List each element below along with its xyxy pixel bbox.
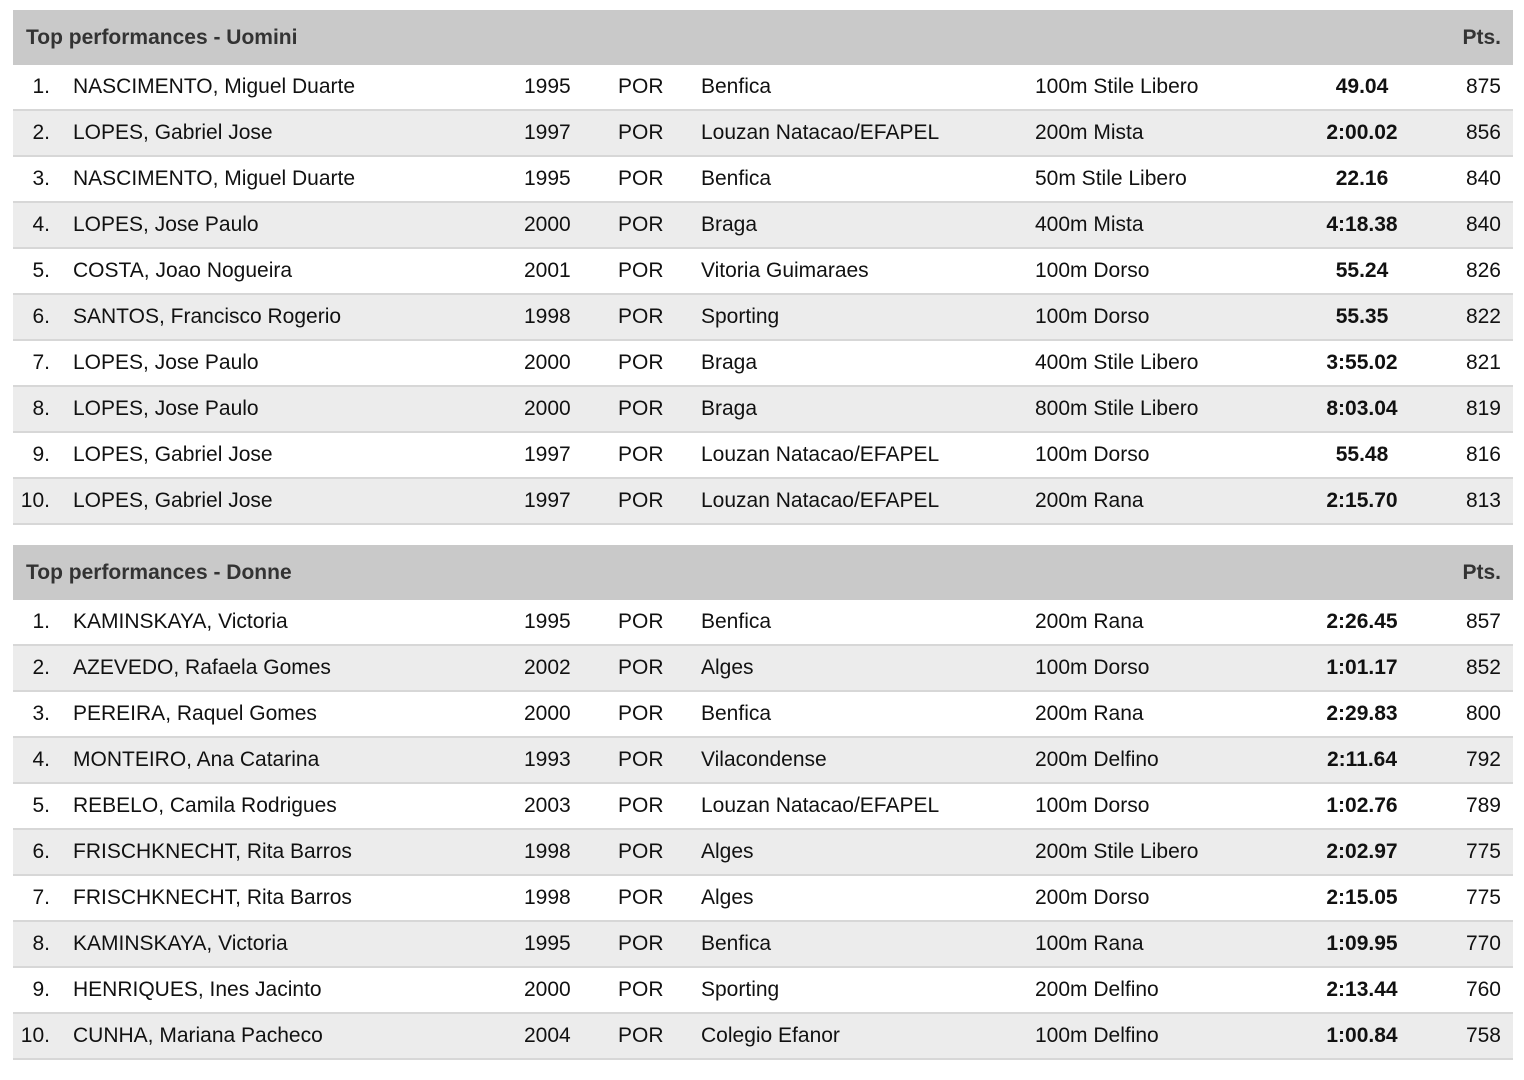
event-cell: 200m Rana <box>1035 702 1144 725</box>
top-performances-page <box>13 10 1513 1080</box>
birth-year-cell: 2000 <box>524 702 571 725</box>
performance-row <box>13 65 1513 111</box>
rank-cell: 8. <box>32 397 50 420</box>
event-cell: 200m Delfino <box>1035 978 1159 1001</box>
event-cell: 100m Dorso <box>1035 794 1150 817</box>
time-cell: 2:11.64 <box>1326 748 1398 771</box>
time-cell: 1:00.84 <box>1326 1024 1398 1047</box>
athlete-name-cell: FRISCHKNECHT, Rita Barros <box>73 840 352 863</box>
athlete-name-cell: LOPES, Jose Paulo <box>73 351 259 374</box>
birth-year-cell: 1995 <box>524 75 571 98</box>
points-cell: 789 <box>1465 794 1501 817</box>
event-cell: 100m Dorso <box>1035 305 1150 328</box>
club-cell: Benfica <box>701 702 772 725</box>
athlete-name-cell: NASCIMENTO, Miguel Duarte <box>73 167 356 190</box>
rank-cell: 7. <box>32 351 50 374</box>
nation-cell: POR <box>618 121 664 144</box>
club-cell: Colegio Efanor <box>701 1024 840 1047</box>
event-cell: 400m Mista <box>1035 213 1144 236</box>
event-cell: 200m Stile Libero <box>1035 840 1199 863</box>
performance-row <box>13 600 1513 646</box>
athlete-name-cell: LOPES, Jose Paulo <box>73 397 259 420</box>
time-cell: 1:09.95 <box>1326 932 1398 955</box>
performance-row <box>13 784 1513 830</box>
men-top-performances-section <box>13 10 1513 525</box>
nation-cell: POR <box>618 351 664 374</box>
men-section-header <box>13 10 1513 65</box>
performance-row <box>13 646 1513 692</box>
women-section-title: Top performances - Donne <box>26 560 292 584</box>
time-cell: 55.35 <box>1335 305 1389 328</box>
club-cell: Louzan Natacao/EFAPEL <box>701 121 940 144</box>
event-cell: 100m Dorso <box>1035 656 1150 679</box>
birth-year-cell: 1997 <box>524 121 571 144</box>
birth-year-cell: 1995 <box>524 167 571 190</box>
nation-cell: POR <box>618 75 664 98</box>
time-cell: 1:02.76 <box>1326 794 1398 817</box>
rank-cell: 2. <box>32 121 50 144</box>
points-cell: 840 <box>1465 167 1501 190</box>
nation-cell: POR <box>618 748 664 771</box>
performance-row <box>13 479 1513 525</box>
nation-cell: POR <box>618 1024 664 1047</box>
club-cell: Vitoria Guimaraes <box>701 259 869 282</box>
men-performance-table <box>13 65 1513 525</box>
performance-row <box>13 203 1513 249</box>
time-cell: 55.48 <box>1335 443 1389 466</box>
performance-row <box>13 433 1513 479</box>
women-points-header: Pts. <box>1462 560 1501 584</box>
birth-year-cell: 1998 <box>524 840 571 863</box>
athlete-name-cell: SANTOS, Francisco Rogerio <box>73 305 342 328</box>
rank-cell: 3. <box>32 702 50 725</box>
club-cell: Sporting <box>701 978 780 1001</box>
points-cell: 857 <box>1465 610 1501 633</box>
birth-year-cell: 2000 <box>524 397 571 420</box>
points-cell: 819 <box>1465 397 1501 420</box>
birth-year-cell: 1995 <box>524 932 571 955</box>
nation-cell: POR <box>618 978 664 1001</box>
women-performance-table <box>13 600 1513 1060</box>
performance-row <box>13 876 1513 922</box>
time-cell: 2:00.02 <box>1326 121 1398 144</box>
birth-year-cell: 1997 <box>524 489 571 512</box>
points-cell: 822 <box>1465 305 1501 328</box>
points-cell: 760 <box>1465 978 1501 1001</box>
athlete-name-cell: NASCIMENTO, Miguel Duarte <box>73 75 356 98</box>
rank-cell: 9. <box>32 443 50 466</box>
performance-row <box>13 1014 1513 1060</box>
club-cell: Vilacondense <box>701 748 827 771</box>
birth-year-cell: 2002 <box>524 656 571 679</box>
men-section-title: Top performances - Uomini <box>26 25 298 49</box>
event-cell: 200m Rana <box>1035 489 1144 512</box>
nation-cell: POR <box>618 702 664 725</box>
time-cell: 2:26.45 <box>1326 610 1398 633</box>
event-cell: 200m Mista <box>1035 121 1144 144</box>
club-cell: Benfica <box>701 932 772 955</box>
athlete-name-cell: KAMINSKAYA, Victoria <box>73 932 288 955</box>
rank-cell: 10. <box>20 1024 50 1047</box>
event-cell: 100m Dorso <box>1035 259 1150 282</box>
event-cell: 100m Dorso <box>1035 443 1150 466</box>
athlete-name-cell: COSTA, Joao Nogueira <box>73 259 293 282</box>
points-cell: 816 <box>1465 443 1501 466</box>
performance-row <box>13 387 1513 433</box>
performance-row <box>13 830 1513 876</box>
birth-year-cell: 2000 <box>524 978 571 1001</box>
points-cell: 856 <box>1465 121 1501 144</box>
time-cell: 2:13.44 <box>1326 978 1398 1001</box>
rank-cell: 7. <box>32 886 50 909</box>
nation-cell: POR <box>618 167 664 190</box>
club-cell: Alges <box>701 840 754 863</box>
points-cell: 792 <box>1465 748 1501 771</box>
rank-cell: 6. <box>32 305 50 328</box>
rank-cell: 4. <box>32 748 50 771</box>
nation-cell: POR <box>618 886 664 909</box>
event-cell: 800m Stile Libero <box>1035 397 1199 420</box>
nation-cell: POR <box>618 397 664 420</box>
athlete-name-cell: CUNHA, Mariana Pacheco <box>73 1024 323 1047</box>
performance-row <box>13 111 1513 157</box>
time-cell: 55.24 <box>1335 259 1389 282</box>
rank-cell: 10. <box>20 489 50 512</box>
club-cell: Benfica <box>701 167 772 190</box>
points-cell: 775 <box>1465 840 1501 863</box>
rank-cell: 9. <box>32 978 50 1001</box>
rank-cell: 1. <box>32 75 50 98</box>
athlete-name-cell: PEREIRA, Raquel Gomes <box>73 702 317 725</box>
performance-row <box>13 295 1513 341</box>
time-cell: 2:02.97 <box>1326 840 1398 863</box>
performance-row <box>13 738 1513 784</box>
nation-cell: POR <box>618 932 664 955</box>
points-cell: 770 <box>1465 932 1501 955</box>
athlete-name-cell: LOPES, Gabriel Jose <box>73 121 273 144</box>
nation-cell: POR <box>618 489 664 512</box>
birth-year-cell: 1998 <box>524 886 571 909</box>
birth-year-cell: 2004 <box>524 1024 571 1047</box>
club-cell: Louzan Natacao/EFAPEL <box>701 489 940 512</box>
nation-cell: POR <box>618 840 664 863</box>
athlete-name-cell: KAMINSKAYA, Victoria <box>73 610 288 633</box>
club-cell: Alges <box>701 886 754 909</box>
nation-cell: POR <box>618 259 664 282</box>
nation-cell: POR <box>618 305 664 328</box>
points-cell: 821 <box>1465 351 1501 374</box>
rank-cell: 8. <box>32 932 50 955</box>
rank-cell: 6. <box>32 840 50 863</box>
time-cell: 8:03.04 <box>1326 397 1398 420</box>
performance-row <box>13 968 1513 1014</box>
nation-cell: POR <box>618 656 664 679</box>
birth-year-cell: 1997 <box>524 443 571 466</box>
points-cell: 775 <box>1465 886 1501 909</box>
time-cell: 3:55.02 <box>1326 351 1398 374</box>
performance-row <box>13 922 1513 968</box>
athlete-name-cell: LOPES, Jose Paulo <box>73 213 259 236</box>
points-cell: 852 <box>1465 656 1501 679</box>
nation-cell: POR <box>618 443 664 466</box>
points-cell: 840 <box>1465 213 1501 236</box>
event-cell: 400m Stile Libero <box>1035 351 1199 374</box>
birth-year-cell: 2000 <box>524 351 571 374</box>
club-cell: Louzan Natacao/EFAPEL <box>701 794 940 817</box>
birth-year-cell: 2000 <box>524 213 571 236</box>
athlete-name-cell: LOPES, Gabriel Jose <box>73 443 273 466</box>
event-cell: 100m Stile Libero <box>1035 75 1199 98</box>
rank-cell: 1. <box>32 610 50 633</box>
rank-cell: 3. <box>32 167 50 190</box>
birth-year-cell: 1995 <box>524 610 571 633</box>
performance-row <box>13 692 1513 738</box>
time-cell: 2:29.83 <box>1326 702 1398 725</box>
club-cell: Benfica <box>701 610 772 633</box>
points-cell: 813 <box>1465 489 1501 512</box>
event-cell: 200m Delfino <box>1035 748 1159 771</box>
event-cell: 100m Rana <box>1035 932 1144 955</box>
time-cell: 49.04 <box>1335 75 1389 98</box>
birth-year-cell: 2003 <box>524 794 571 817</box>
club-cell: Braga <box>701 213 758 236</box>
time-cell: 1:01.17 <box>1326 656 1398 679</box>
club-cell: Alges <box>701 656 754 679</box>
points-cell: 826 <box>1465 259 1501 282</box>
athlete-name-cell: HENRIQUES, Ines Jacinto <box>73 978 322 1001</box>
event-cell: 200m Dorso <box>1035 886 1150 909</box>
performance-row <box>13 341 1513 387</box>
athlete-name-cell: REBELO, Camila Rodrigues <box>73 794 337 817</box>
rank-cell: 2. <box>32 656 50 679</box>
birth-year-cell: 1998 <box>524 305 571 328</box>
athlete-name-cell: AZEVEDO, Rafaela Gomes <box>73 656 331 679</box>
birth-year-cell: 2001 <box>524 259 571 282</box>
men-points-header: Pts. <box>1462 25 1501 49</box>
athlete-name-cell: FRISCHKNECHT, Rita Barros <box>73 886 352 909</box>
time-cell: 4:18.38 <box>1326 213 1398 236</box>
club-cell: Sporting <box>701 305 780 328</box>
time-cell: 2:15.70 <box>1326 489 1398 512</box>
performance-row <box>13 249 1513 295</box>
rank-cell: 5. <box>32 794 50 817</box>
nation-cell: POR <box>618 610 664 633</box>
rank-cell: 4. <box>32 213 50 236</box>
nation-cell: POR <box>618 213 664 236</box>
time-cell: 2:15.05 <box>1326 886 1398 909</box>
birth-year-cell: 1993 <box>524 748 571 771</box>
points-cell: 800 <box>1465 702 1501 725</box>
club-cell: Benfica <box>701 75 772 98</box>
performance-row <box>13 157 1513 203</box>
athlete-name-cell: LOPES, Gabriel Jose <box>73 489 273 512</box>
event-cell: 50m Stile Libero <box>1035 167 1187 190</box>
points-cell: 875 <box>1465 75 1501 98</box>
women-top-performances-section <box>13 545 1513 1060</box>
club-cell: Braga <box>701 397 758 420</box>
time-cell: 22.16 <box>1335 167 1389 190</box>
event-cell: 200m Rana <box>1035 610 1144 633</box>
nation-cell: POR <box>618 794 664 817</box>
women-section-header <box>13 545 1513 600</box>
club-cell: Braga <box>701 351 758 374</box>
event-cell: 100m Delfino <box>1035 1024 1159 1047</box>
rank-cell: 5. <box>32 259 50 282</box>
points-cell: 758 <box>1465 1024 1501 1047</box>
athlete-name-cell: MONTEIRO, Ana Catarina <box>73 748 320 771</box>
club-cell: Louzan Natacao/EFAPEL <box>701 443 940 466</box>
